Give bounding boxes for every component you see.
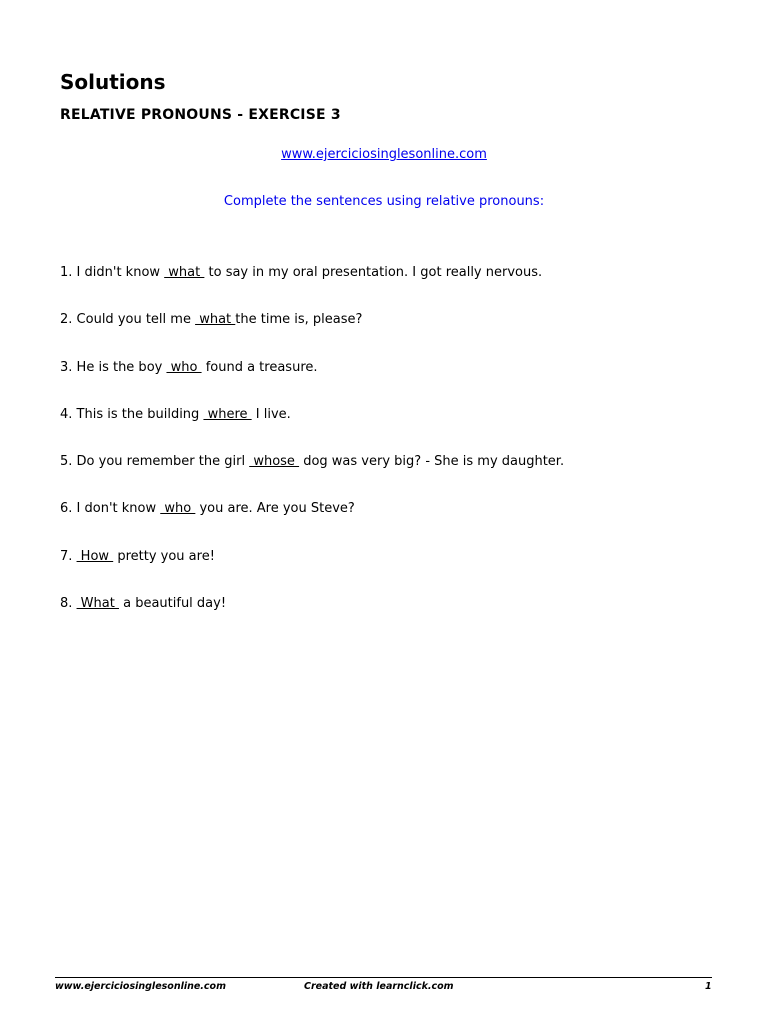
website-link[interactable]: www.ejerciciosinglesonline.com <box>281 147 487 162</box>
website-link-container <box>0 146 768 163</box>
answer-5: whose <box>249 454 300 470</box>
sentence-1 <box>60 264 564 281</box>
sentence-text-after: pretty you are! <box>113 548 215 564</box>
sentence-text-before: He is the boy <box>76 359 167 375</box>
sentence-text-before: I didn't know <box>76 265 165 280</box>
sentence-number: 4. <box>60 406 77 422</box>
sentence-7 <box>60 548 564 565</box>
sentence-number: 3. <box>60 359 77 375</box>
answer-3: who <box>166 359 202 375</box>
sentence-text-after: you are. Are you Steve? <box>195 501 355 517</box>
sentence-text-before: Do you remember the girl <box>76 454 250 470</box>
sentence-4 <box>60 406 564 423</box>
footer-credit: Created with learnclick.com <box>304 981 454 992</box>
sentence-text-after: dog was very big? - She is my daughter. <box>299 454 565 470</box>
sentence-number: 2. <box>60 312 77 328</box>
page-title: Solutions <box>60 70 166 94</box>
footer-website: www.ejerciciosinglesonline.com <box>55 981 226 992</box>
sentence-number: 7. <box>60 548 77 564</box>
sentence-text-before: This is the building <box>76 406 204 422</box>
sentence-5 <box>60 453 564 470</box>
answer-2: what <box>195 312 236 328</box>
sentence-3 <box>60 359 564 376</box>
answer-4: where <box>203 406 252 422</box>
sentence-text-after: to say in my oral presentation. I got really nervous. <box>204 265 543 280</box>
footer-divider <box>55 977 712 978</box>
sentence-text-after: a beautiful day! <box>118 596 227 612</box>
sentence-number: 5. <box>60 454 77 470</box>
sentence-8 <box>60 595 564 612</box>
sentence-text-after: I live. <box>251 406 291 422</box>
sentence-text-after: the time is, please? <box>235 312 363 328</box>
sentence-number: 1. <box>60 265 77 280</box>
answer-1: what <box>164 265 205 280</box>
sentence-2 <box>60 311 564 328</box>
sentence-list <box>60 264 564 642</box>
exercise-subtitle: RELATIVE PRONOUNS - EXERCISE 3 <box>60 107 341 123</box>
sentence-6 <box>60 500 564 517</box>
instructions: Complete the sentences using relative pronouns: <box>223 194 545 209</box>
sentence-number: 8. <box>60 596 77 612</box>
sentence-number: 6. <box>60 501 77 517</box>
sentence-text-before: I don't know <box>76 501 161 517</box>
answer-7: How <box>76 548 114 564</box>
footer-page-number: 1 <box>705 981 712 992</box>
answer-8: What <box>76 596 119 612</box>
sentence-text-after: found a treasure. <box>201 359 318 375</box>
sentence-text-before: Could you tell me <box>76 312 196 328</box>
answer-6: who <box>160 501 196 517</box>
